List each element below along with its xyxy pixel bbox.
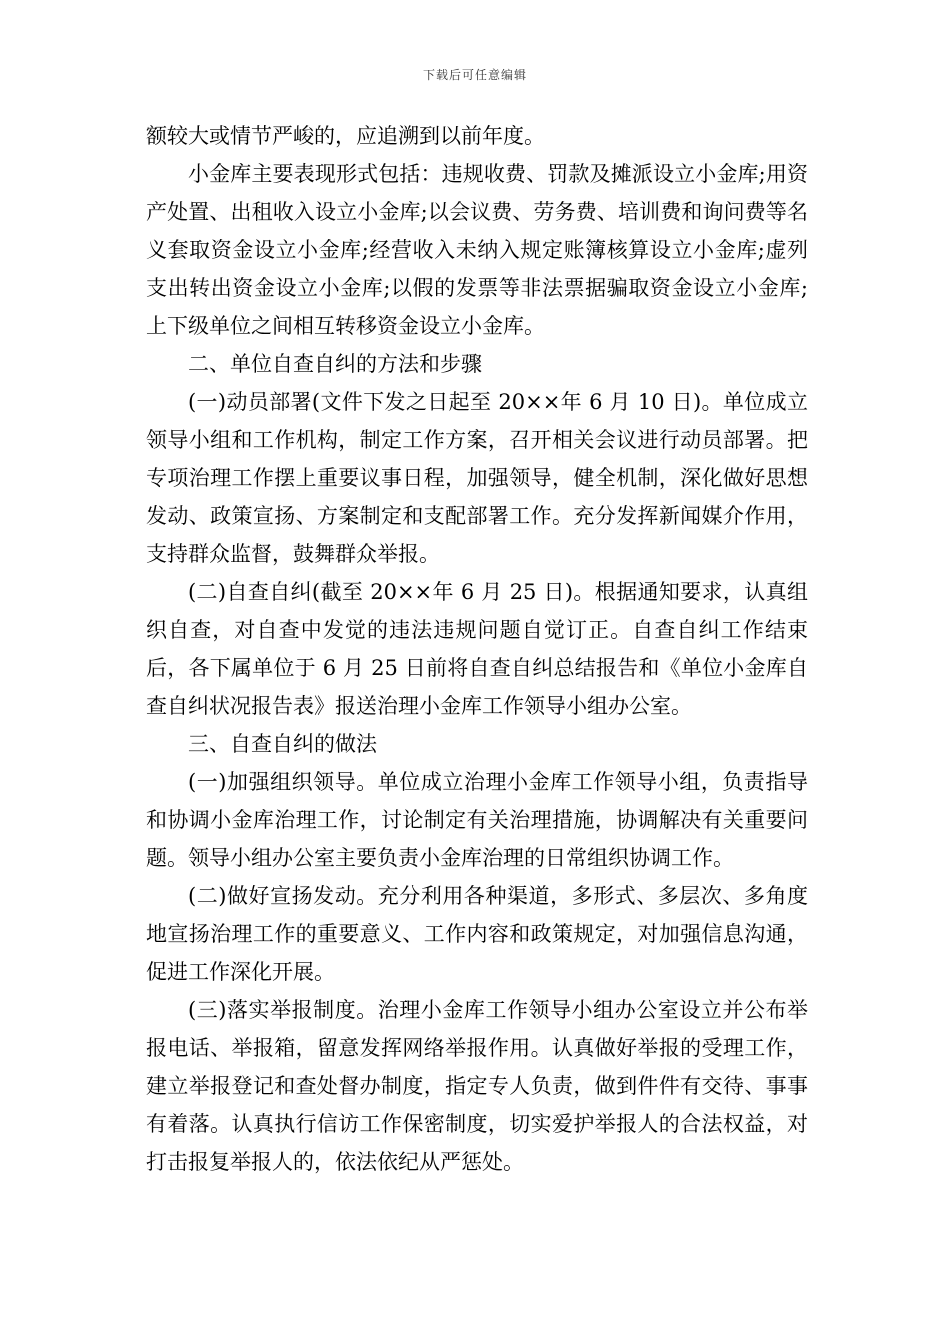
page-header: 下载后可任意编辑 xyxy=(422,68,527,82)
paragraph-1: 额较大或情节严峻的，应追溯到以前年度。 xyxy=(146,124,545,148)
paragraph-4: (一)动员部署(文件下发之日起至 20××年 6 月 10 日)。单位成立领导小组和工作机构，制定工作方案，召开相关会议进行动员部署。把专项治理工作摆上重要议事日程，加强领导，健全机制，深化做好思想发动、政策宣扬、方案制定和支配部署工作。充分发挥新闻媒介作用，支持群众监督，鼓舞群众举报。 xyxy=(146,390,808,566)
paragraph-5: (二)自查自纠(截至 20××年 6 月 25 日)。根据通知要求，认真组织自查，对自查中发觉的违法违规问题自觉订正。自查自纠工作结束后，各下属单位于 6 月 25 日前将自查自纠总结报告和《单位小金库自查自纠状况报告表》报送治理小金库工作领导小组办公室。 xyxy=(146,580,808,718)
paragraph-9: (三)落实举报制度。治理小金库工作领导小组办公室设立并公布举报电话、举报箱，留意发挥网络举报作用。认真做好举报的受理工作，建立举报登记和查处督办制度，指定专人负责，做到件件有交待、事事有着落。认真执行信访工作保密制度，切实爱护举报人的合法权益，对打击报复举报人的，依法依纪从严惩处。 xyxy=(146,998,808,1174)
document-body xyxy=(146,117,808,1181)
paragraph-2: 小金库主要表现形式包括：违规收费、罚款及摊派设立小金库;用资产处置、出租收入设立小金库;以会议费、劳务费、培训费和询问费等名义套取资金设立小金库;经营收入未纳入规定账簿核算设立小金库;虚列支出转出资金设立小金库;以假的发票等非法票据骗取资金设立小金库;上下级单位之间相互转移资金设立小金库。 xyxy=(146,162,808,338)
paragraph-8: (二)做好宣扬发动。充分利用各种渠道，多形式、多层次、多角度地宣扬治理工作的重要意义、工作内容和政策规定，对加强信息沟通，促进工作深化开展。 xyxy=(146,884,808,984)
section-heading-2: 二、单位自查自纠的方法和步骤 xyxy=(188,352,482,376)
section-heading-3: 三、自查自纠的做法 xyxy=(188,732,377,756)
paragraph-7: (一)加强组织领导。单位成立治理小金库工作领导小组，负责指导和协调小金库治理工作，讨论制定有关治理措施，协调解决有关重要问题。领导小组办公室主要负责小金库治理的日常组织协调工作。 xyxy=(146,770,808,870)
